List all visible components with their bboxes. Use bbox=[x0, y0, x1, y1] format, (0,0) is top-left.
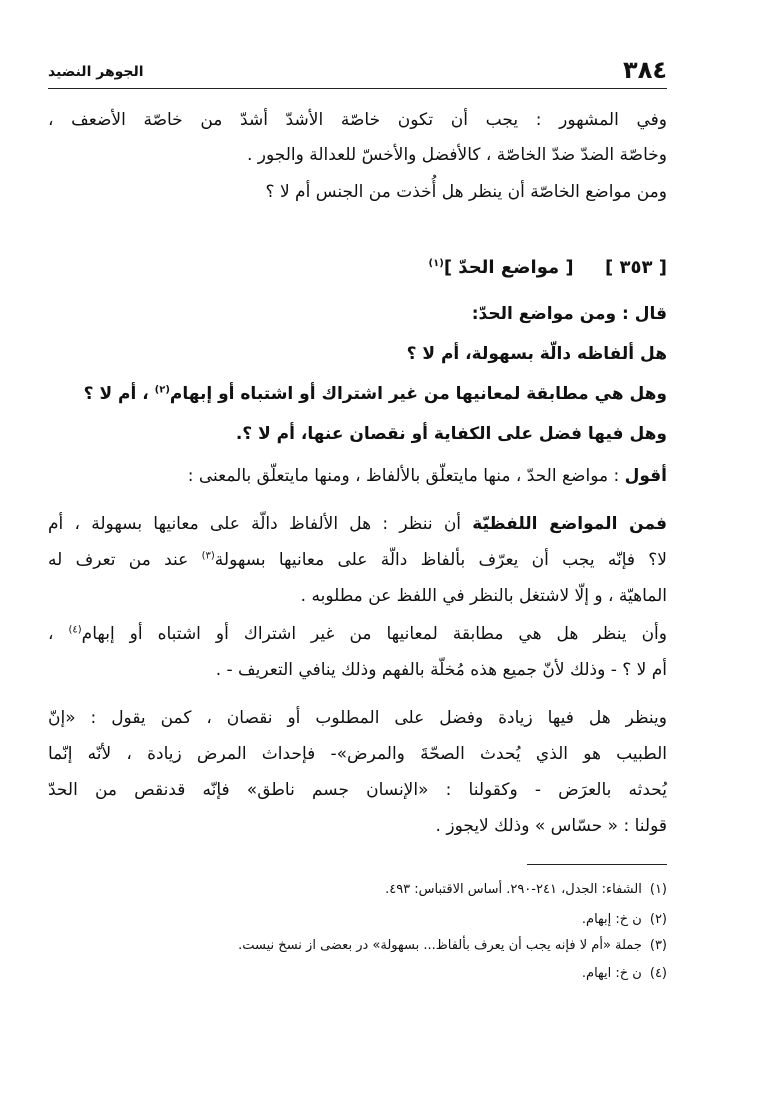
paragraph-line: يُحدثه بالعرَض - وكقولنا : «الإنسان جسم ناطق» فإنّه قدنقص من الحدّ bbox=[48, 780, 667, 800]
qala-question-text: وهل هي مطابقة لمعانيها من غير اشتراك أو اشتباه أو إبهام bbox=[169, 384, 667, 404]
paragraph-line: الطبيب هو الذي يُحدث الصحّةَ والمرض»- فإحداث المرض زيادة ، لأنّه إنّما bbox=[48, 744, 667, 764]
section-title: [ مواضع الحدّ ] bbox=[443, 257, 574, 278]
paragraph-line: وينظر هل فيها زيادة وفضل على المطلوب أو نقصان ، كمن يقول : «إنّ bbox=[48, 708, 667, 728]
paragraph-line bbox=[48, 548, 667, 572]
footnote-ref: (٤) bbox=[68, 624, 82, 636]
footnote-text: ن خ: إبهام. bbox=[581, 912, 642, 927]
footnote-number: (٢) bbox=[649, 912, 667, 927]
paragraph-line: الماهيّة ، و إلّا لاشتغل بالنظر في اللفظ عن مطلوبه . bbox=[300, 586, 667, 606]
paragraph-line bbox=[48, 512, 667, 536]
qala-question bbox=[84, 382, 667, 406]
footnote-text: جملة «أم لا فإنه يجب أن يعرف بألفاظ... بسهولة» در بعضى از نسخ نيست. bbox=[238, 938, 642, 953]
qala-question: وهل فيها فضل على الكفاية أو نقصان عنها، أم لا ؟. bbox=[235, 424, 667, 444]
qala-text: : ومن مواضع الحدّ: bbox=[471, 304, 635, 324]
footnote bbox=[238, 936, 667, 956]
qala-line bbox=[472, 302, 667, 326]
paragraph-line bbox=[48, 622, 667, 646]
paragraph-text: لا؟ فإنّه يجب أن يعرّف بألفاظ دالّة على معانيها بسهولة bbox=[214, 550, 667, 570]
body-line: وفي المشهور : يجب أن تكون خاصّة الأشدّ أشدّ من خاصّة الأضعف ، bbox=[48, 110, 667, 130]
footnote bbox=[582, 910, 667, 930]
emphasis: فمن المواضع اللفظيّة bbox=[472, 514, 667, 534]
footnote-number: (٣) bbox=[649, 938, 667, 953]
page-number: ٣٨٤ bbox=[623, 56, 667, 84]
aqulu-text: : مواضع الحدّ ، منها مايتعلّق بالألفاظ ، ومنها مايتعلّق بالمعنى : bbox=[187, 466, 625, 486]
paragraph-text: عند من تعرف له bbox=[48, 550, 202, 570]
footnote-text: الشفاء: الجدل، ٢٤١-٢٩٠. أساس الاقتباس: ٤٩٣. bbox=[385, 882, 642, 897]
footnote-number: (١) bbox=[649, 882, 667, 897]
footnote bbox=[385, 880, 667, 900]
footnote-number: (٤) bbox=[649, 966, 667, 981]
body-line: ومن مواضع الخاصّة أن ينظر هل أُخذت من الجنس أم لا ؟ bbox=[265, 182, 667, 202]
qala-question: هل ألفاظه دالّة بسهولة، أم لا ؟ bbox=[406, 344, 667, 364]
qala-keyword: قال bbox=[634, 304, 667, 324]
page-header bbox=[48, 52, 667, 89]
section-number: [ ٣٥٣ ] bbox=[605, 257, 667, 278]
paragraph-line: أم لا ؟ - وذلك لأنّ جميع هذه مُخلّة بالفهم وذلك ينافي التعريف - . bbox=[215, 660, 667, 680]
paragraph-line: قولنا : « حسّاس » وذلك لايجوز . bbox=[435, 816, 667, 836]
paragraph-text: وأن ينظر هل هي مطابقة لمعانيها من غير اشتراك أو اشتباه أو إبهام bbox=[81, 624, 667, 644]
qala-question-tail: ، أم لا ؟ bbox=[83, 384, 155, 404]
paragraph-text: ، bbox=[48, 624, 69, 644]
paragraph-text: أن ننظر : هل الألفاظ دالّة على معانيها بسهولة ، أم bbox=[48, 514, 473, 534]
footnote-text: ن خ: ايهام. bbox=[581, 966, 642, 981]
aqulu-keyword: أقول bbox=[624, 466, 667, 486]
section-heading bbox=[429, 256, 667, 280]
aqulu-line bbox=[188, 464, 667, 488]
footnote-ref: (٢) bbox=[154, 384, 170, 396]
body-line: وخاصّة الضدّ ضدّ الخاصّة ، كالأفضل والأخسّ للعدالة والجور . bbox=[246, 145, 667, 165]
footnote-divider bbox=[527, 864, 667, 865]
footnote-ref: (٣) bbox=[201, 550, 215, 562]
footnote-ref: (١) bbox=[428, 258, 444, 269]
footnote bbox=[582, 964, 667, 984]
running-title: الجوهر النضيد bbox=[48, 64, 144, 80]
